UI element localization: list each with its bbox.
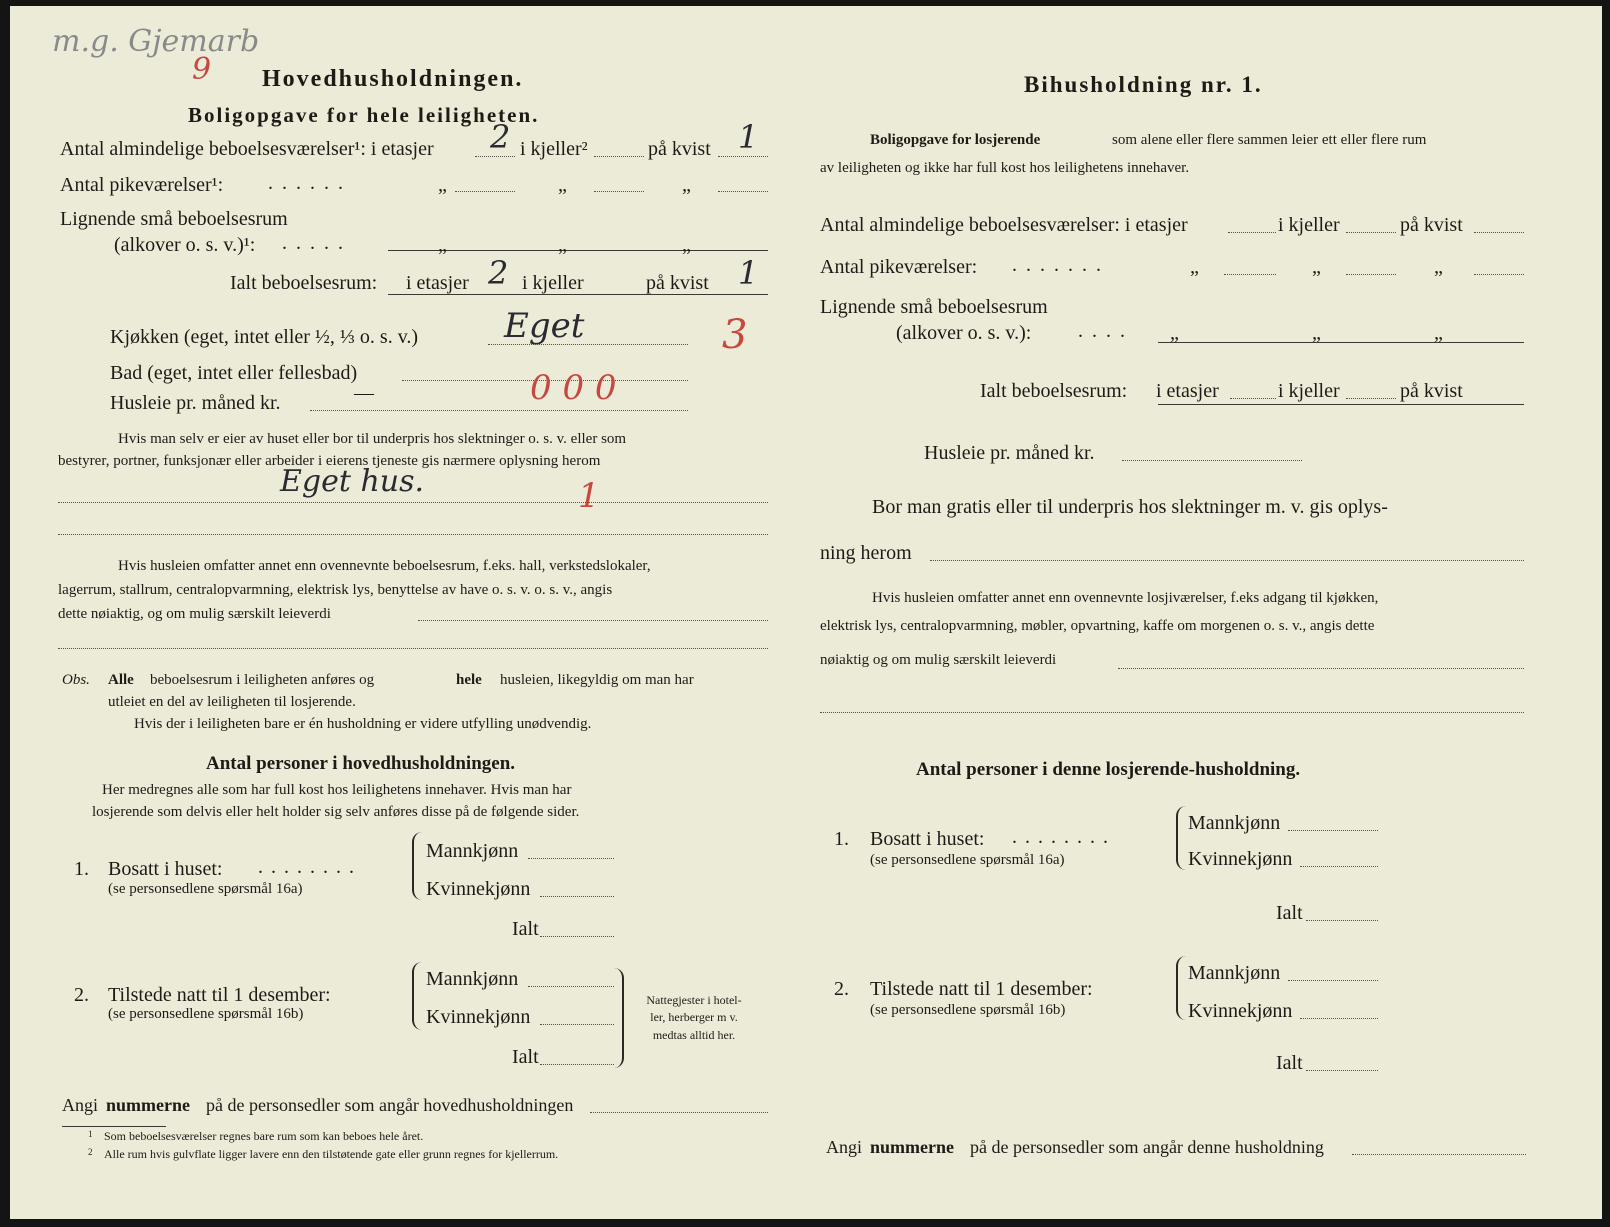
persons-title: Antal personer i hovedhusholdningen. xyxy=(206,753,516,774)
total-kjeller-field[interactable] xyxy=(1346,398,1396,399)
side-note-line: Nattegjester i hotel- xyxy=(646,993,742,1007)
obs-alle: Alle xyxy=(108,672,134,688)
q2-label: Tilstede natt til 1 desember: xyxy=(870,978,1093,1000)
numbers-nummerne: nummerne xyxy=(870,1137,954,1157)
rooms-kvist-field[interactable] xyxy=(1474,232,1524,233)
q1-dots: ........ xyxy=(1012,826,1116,848)
numbers-field[interactable] xyxy=(1352,1154,1526,1155)
alkover-label-1: Lignende små beboelsesrum xyxy=(60,208,288,230)
footnote2-mark: 2 xyxy=(88,1147,93,1157)
q2-total-field[interactable] xyxy=(540,1064,614,1065)
gratis-line2: ning herom xyxy=(820,542,912,564)
page-title: Hovedhusholdningen. xyxy=(262,66,524,92)
q2-male-label: Mannkjønn xyxy=(426,968,519,990)
page-title: Bihusholdning nr. 1. xyxy=(1024,72,1263,97)
footnote-2: Alle rum hvis gulvflate ligger lavere enn den tilstøtende gate eller grunn regnes for kjellerrum. xyxy=(104,1147,559,1161)
pikevaerelser-kjeller-field[interactable] xyxy=(1346,274,1396,275)
rent-includes-field-2[interactable] xyxy=(820,712,1524,713)
q2-brace xyxy=(1176,956,1186,1020)
q1-male-field[interactable] xyxy=(1288,830,1378,831)
total-etasjer-label: i etasjer xyxy=(406,272,469,294)
ditto-mark: „ xyxy=(1434,322,1443,344)
rooms-kvist-value: 1 xyxy=(738,118,759,156)
rooms-row1-label: Antal almindelige beboelsesværelser¹: i etasjer xyxy=(60,138,434,160)
persons-note-line1: Her medregnes alle som har full kost hos leilighetens innehaver. Hvis man har xyxy=(102,782,572,798)
gratis-field[interactable] xyxy=(930,560,1524,561)
q1-female-field[interactable] xyxy=(1300,866,1378,867)
ditto-mark: „ xyxy=(558,234,567,256)
ditto-mark: „ xyxy=(438,174,447,196)
right-page-bihusholdning xyxy=(806,6,1602,1219)
rent-includes-field-1[interactable] xyxy=(1118,668,1524,669)
q2-female-field[interactable] xyxy=(540,1024,614,1025)
q1-sublabel: (se personsedlene spørsmål 16a) xyxy=(870,852,1065,868)
q1-label: Bosatt i huset: xyxy=(870,828,985,850)
side-note-line: medtas alltid her. xyxy=(652,1027,736,1042)
kitchen-label: Kjøkken (eget, intet eller ½, ⅓ o. s. v.) xyxy=(110,326,419,348)
bath-label: Bad (eget, intet eller fellesbad) xyxy=(110,362,358,384)
intro-text: som alene eller flere sammen leier ett eller flere rum xyxy=(1112,132,1427,148)
numbers-angi: Angi xyxy=(826,1137,862,1157)
q2-total-label: Ialt xyxy=(512,1046,539,1068)
left-page-hovedhusholdning xyxy=(10,6,806,1219)
pikevaerelser-etasjer-field[interactable] xyxy=(455,191,515,192)
q1-label: Bosatt i huset: xyxy=(108,858,223,880)
obs-hele: hele xyxy=(456,672,482,688)
total-rooms-label: Ialt beboelsesrum: xyxy=(980,380,1128,402)
numbers-angi: Angi xyxy=(62,1095,98,1115)
footnote1-mark: 1 xyxy=(88,1129,93,1139)
q1-total-label: Ialt xyxy=(512,918,539,940)
rent-includes-line3: dette nøiaktig, og om mulig særskilt leieverdi xyxy=(58,606,331,622)
rent-field[interactable] xyxy=(1122,460,1302,461)
alkover-label-1: Lignende små beboelsesrum xyxy=(820,296,1048,318)
rent-value: — xyxy=(354,382,374,404)
rent-includes-line2: elektrisk lys, centralopvarmning, møbler, opvartning, kaffe om morgenen o. s. v., angis dette xyxy=(820,618,1375,634)
q2-male-field[interactable] xyxy=(528,986,614,987)
total-kvist-value: 1 xyxy=(738,254,759,292)
q2-number: 2. xyxy=(834,978,849,1000)
persons-title: Antal personer i denne losjerende-husholdning. xyxy=(916,759,1301,780)
rooms-kjeller-field[interactable] xyxy=(1346,232,1396,233)
q2-female-label: Kvinnekjønn xyxy=(1188,1000,1293,1022)
total-underline xyxy=(388,294,768,295)
pikevaerelser-label: Antal pikeværelser: xyxy=(820,256,978,278)
alkover-dots: .... xyxy=(1078,320,1134,342)
alkover-underline xyxy=(1158,342,1524,343)
obs-text-b: husleien, likegyldig om man har xyxy=(500,672,694,688)
rooms-kvist-label: på kvist xyxy=(1400,214,1463,236)
obs-line3: Hvis der i leiligheten bare er én husholdning er videre utfylling unødvendig. xyxy=(134,716,592,732)
numbers-field[interactable] xyxy=(590,1112,768,1113)
pikevaerelser-kvist-field[interactable] xyxy=(1474,274,1524,275)
total-kjeller-label: i kjeller xyxy=(1278,380,1340,402)
total-etasjer-value: 2 xyxy=(488,254,509,292)
total-kvist-label: på kvist xyxy=(646,272,709,294)
q2-male-label: Mannkjønn xyxy=(1188,962,1281,984)
red-number-mark: 9 xyxy=(192,52,212,87)
total-etasjer-label: i etasjer xyxy=(1156,380,1219,402)
rent-label: Husleie pr. måned kr. xyxy=(110,392,281,414)
ditto-mark: „ xyxy=(1312,256,1321,278)
ditto-mark: „ xyxy=(558,174,567,196)
q1-male-label: Mannkjønn xyxy=(426,840,519,862)
q1-total-label: Ialt xyxy=(1276,902,1303,924)
q2-sublabel: (se personsedlene spørsmål 16b) xyxy=(870,1002,1066,1018)
total-rooms-label: Ialt beboelsesrum: xyxy=(230,272,378,294)
kitchen-value: Eget xyxy=(504,306,585,346)
rent-includes-field-2[interactable] xyxy=(58,648,768,649)
pikevaerelser-label: Antal pikeværelser¹: xyxy=(60,174,224,196)
q2-total-label: Ialt xyxy=(1276,1052,1303,1074)
pikevaerelser-dots: ...... xyxy=(268,172,352,194)
q2-sublabel: (se personsedlene spørsmål 16b) xyxy=(108,1006,304,1022)
q2-brace xyxy=(412,962,422,1030)
q1-female-field[interactable] xyxy=(540,896,614,897)
handwritten-annotation: m.g. Gjemarb xyxy=(52,24,260,59)
rooms-kvist-label: på kvist xyxy=(648,138,711,160)
q1-sublabel: (se personsedlene spørsmål 16a) xyxy=(108,881,303,897)
q1-female-label: Kvinnekjønn xyxy=(1188,848,1293,870)
owner-note-field-2[interactable] xyxy=(58,534,768,535)
q1-total-field[interactable] xyxy=(1306,920,1378,921)
rent-includes-line3: nøiaktig og om mulig særskilt leieverdi xyxy=(820,652,1057,668)
pikevaerelser-kvist-field[interactable] xyxy=(718,191,768,192)
ditto-mark: „ xyxy=(1190,256,1199,278)
pikevaerelser-etasjer-field[interactable] xyxy=(1224,274,1276,275)
q1-number: 1. xyxy=(834,828,849,850)
ditto-mark: „ xyxy=(682,174,691,196)
footnote-1: Som beboelsesværelser regnes bare rum som kan beboes hele året. xyxy=(104,1129,424,1143)
q2-right-brace xyxy=(614,968,624,1068)
q2-number: 2. xyxy=(74,984,89,1006)
q1-total-field[interactable] xyxy=(540,936,614,937)
q2-female-label: Kvinnekjønn xyxy=(426,1006,531,1028)
q1-number: 1. xyxy=(74,858,89,880)
page-subtitle: Boligopgave for hele leiligheten. xyxy=(188,103,540,127)
q1-dots: ........ xyxy=(258,856,362,878)
q1-male-label: Mannkjønn xyxy=(1188,812,1281,834)
pikevaerelser-dots: ....... xyxy=(1012,254,1110,276)
footnote-separator xyxy=(62,1126,166,1127)
side-note-line: ler, herberger m v. xyxy=(650,1010,738,1025)
rooms-etasjer-field[interactable] xyxy=(1228,232,1276,233)
rooms-etasjer-field[interactable] xyxy=(475,156,515,157)
owner-note-line2: bestyrer, portner, funksjonær eller arbeider i eierens tjeneste gis nærmere oplysning herom xyxy=(58,453,601,469)
red-kitchen-mark: 3 xyxy=(722,312,748,358)
q2-label: Tilstede natt til 1 desember: xyxy=(108,984,331,1006)
gratis-line1: Bor man gratis eller til underpris hos slektninger m. v. gis oplys- xyxy=(872,496,1388,518)
numbers-nummerne: nummerne xyxy=(106,1095,190,1115)
obs-label: Obs. xyxy=(62,672,90,688)
q1-male-field[interactable] xyxy=(528,858,614,859)
red-owner-mark: 1 xyxy=(578,476,600,516)
q2-side-note xyxy=(628,992,760,1044)
ditto-mark: „ xyxy=(438,234,447,256)
intro-bold: Boligopgave for losjerende xyxy=(870,132,1041,148)
persons-note-line2: losjerende som delvis eller helt holder sig selv anføres disse på de følgende sider. xyxy=(92,804,580,820)
owner-note-value: Eget hus. xyxy=(280,464,425,499)
alkover-label-2: (alkover o. s. v.): xyxy=(896,322,1032,344)
total-kjeller-label: i kjeller xyxy=(522,272,584,294)
owner-note-field-1[interactable] xyxy=(58,502,768,503)
q2-total-field[interactable] xyxy=(1306,1070,1378,1071)
numbers-text: på de personsedler som angår denne husholdning xyxy=(970,1137,1324,1157)
q2-female-field[interactable] xyxy=(1300,1018,1378,1019)
rooms-kjeller-label: i kjeller² xyxy=(520,138,588,160)
rooms-kjeller-label: i kjeller xyxy=(1278,214,1340,236)
owner-note-line1: Hvis man selv er eier av huset eller bor til underpris hos slektninger o. s. v. eller som xyxy=(118,431,627,447)
total-etasjer-field[interactable] xyxy=(1230,398,1276,399)
rooms-etasjer-value: 2 xyxy=(490,118,511,156)
obs-text-a: beboelsesrum i leiligheten anføres og xyxy=(150,672,375,688)
rent-includes-line2: lagerrum, stallrum, centralopvarmning, elektrisk lys, benyttelse av have o. s. v. o. s. v., angis xyxy=(58,582,613,598)
kitchen-field[interactable] xyxy=(488,344,688,345)
red-rent-mark: 0 0 0 xyxy=(530,368,617,408)
alkover-label-2: (alkover o. s. v.)¹: xyxy=(114,234,256,256)
obs-line2: utleiet en del av leiligheten til losjerende. xyxy=(108,694,356,710)
numbers-text: på de personsedler som angår hovedhusholdningen xyxy=(206,1095,574,1115)
q2-male-field[interactable] xyxy=(1288,980,1378,981)
rent-includes-line1: Hvis husleien omfatter annet enn ovennevnte losjiværelser, f.eks adgang til kjøkken, xyxy=(872,590,1379,606)
alkover-dots: ..... xyxy=(282,232,352,254)
rent-label: Husleie pr. måned kr. xyxy=(924,442,1095,464)
rent-includes-field-1[interactable] xyxy=(418,620,768,621)
q1-female-label: Kvinnekjønn xyxy=(426,878,531,900)
intro-line2: av leiligheten og ikke har full kost hos leilighetens innehaver. xyxy=(820,160,1190,176)
rooms-kjeller-field[interactable] xyxy=(594,156,644,157)
total-kvist-label: på kvist xyxy=(1400,380,1463,402)
ditto-mark: „ xyxy=(682,234,691,256)
ditto-mark: „ xyxy=(1312,322,1321,344)
rooms-row1-label: Antal almindelige beboelsesværelser: i etasjer xyxy=(820,214,1188,236)
ditto-mark: „ xyxy=(1170,322,1179,344)
pikevaerelser-kjeller-field[interactable] xyxy=(594,191,644,192)
rooms-kvist-field[interactable] xyxy=(718,156,768,157)
q1-brace xyxy=(412,832,422,900)
rent-includes-line1: Hvis husleien omfatter annet enn ovennevnte beboelsesrum, f.eks. hall, verkstedslokaler, xyxy=(118,558,651,574)
rent-field[interactable] xyxy=(310,410,688,411)
total-underline xyxy=(1158,404,1524,405)
ditto-mark: „ xyxy=(1434,256,1443,278)
q1-brace xyxy=(1176,806,1186,870)
